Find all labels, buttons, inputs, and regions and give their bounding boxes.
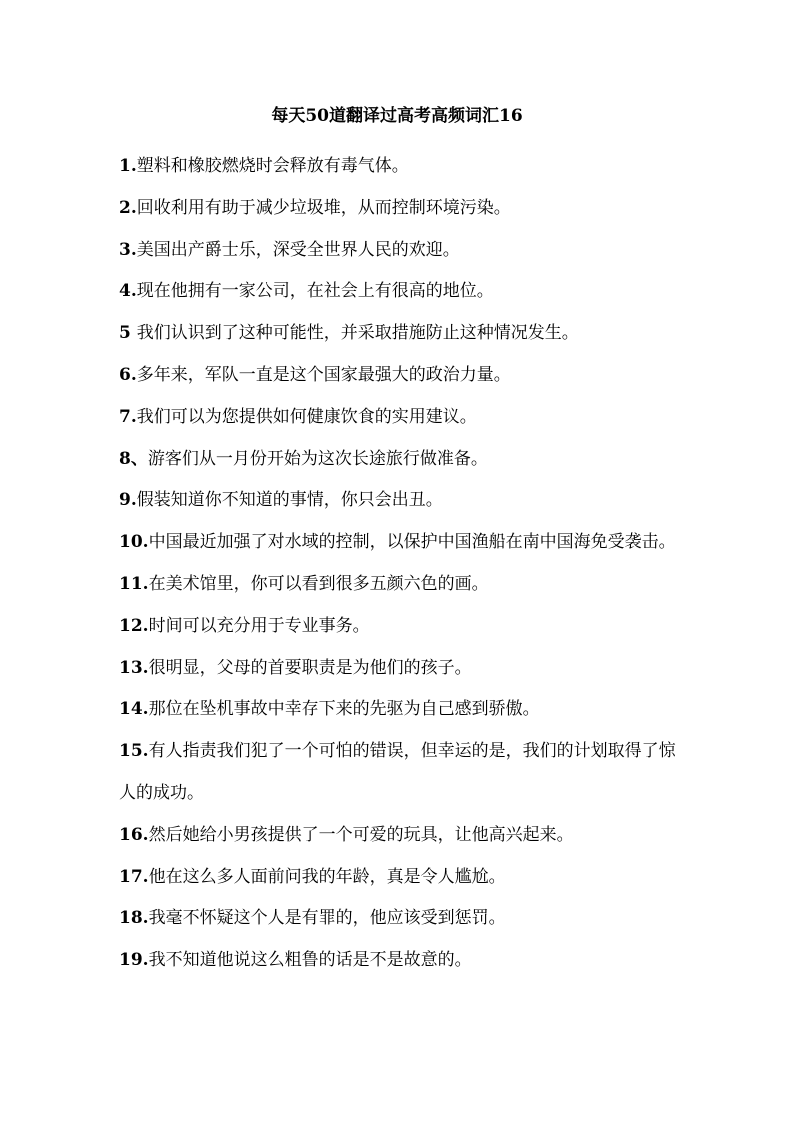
item-text: 美国出产爵士乐，深受全世界人民的欢迎。: [136, 239, 460, 260]
list-item: [119, 898, 679, 940]
list-item: [119, 146, 679, 188]
list-item: [119, 230, 679, 272]
item-number: 11.: [119, 573, 149, 594]
item-number: 6.: [119, 364, 137, 385]
item-text: 假装知道你不知道的事情，你只会出丑。: [136, 490, 443, 511]
item-text: 很明显，父母的首要职责是为他们的孩子。: [148, 657, 472, 678]
item-text: 他在这么多人面前问我的年龄，真是令人尴尬。: [148, 866, 506, 887]
item-number: 16.: [119, 824, 149, 845]
list-item: [119, 397, 679, 439]
item-text: 在美术馆里，你可以看到很多五颜六色的画。: [148, 573, 489, 594]
item-text: 塑料和橡胶燃烧时会释放有毒气体。: [136, 156, 409, 176]
list-item: [119, 648, 679, 690]
item-number: 2.: [119, 197, 137, 218]
item-number: 15.: [119, 741, 149, 762]
list-item: [119, 355, 679, 397]
item-number: 5: [119, 323, 137, 344]
list-item: [119, 271, 679, 313]
list-item: [119, 188, 679, 230]
item-text: 多年来，军队一直是这个国家最强大的政治力量。: [136, 364, 511, 385]
item-text: 有人指责我们犯了一个可怕的错误，但幸运的是，我们的计划取得了惊人的成功。: [119, 741, 676, 803]
translation-list: [119, 146, 679, 982]
item-number: 1.: [119, 156, 137, 176]
item-text: 中国最近加强了对水域的控制，以保护中国渔船在南中国海免受袭击。: [148, 532, 676, 553]
item-number: 12.: [119, 615, 149, 636]
list-item: [119, 815, 679, 857]
item-number: 9.: [119, 490, 137, 511]
item-number: 18.: [119, 908, 149, 929]
item-text: 游客们从一月份开始为这次长途旅行做准备。: [147, 448, 488, 469]
item-number: 4.: [119, 281, 137, 302]
item-number: 14.: [119, 699, 149, 720]
item-number: 8、: [119, 448, 148, 469]
item-number: 7.: [119, 406, 137, 427]
document-title: 每天50道翻译过高考高频词汇16: [271, 106, 523, 126]
item-text: 时间可以充分用于专业事务。: [148, 615, 370, 636]
item-number: 10.: [119, 532, 149, 553]
item-number: 13.: [119, 657, 149, 678]
list-item: [119, 439, 679, 481]
list-item: [119, 857, 679, 899]
list-item: [119, 522, 679, 564]
item-text: 我们可以为您提供如何健康饮食的实用建议。: [136, 406, 477, 427]
item-text: 我毫不怀疑这个人是有罪的，他应该受到惩罚。: [148, 908, 506, 929]
list-item: [119, 940, 679, 982]
item-text: 回收利用有助于减少垃圾堆，从而控制环境污染。: [136, 197, 511, 218]
list-item: [119, 689, 679, 731]
list-item: [119, 564, 679, 606]
list-item: [119, 480, 679, 522]
item-text: 然后她给小男孩提供了一个可爱的玩具，让他高兴起来。: [148, 824, 574, 845]
item-text: 现在他拥有一家公司，在社会上有很高的地位。: [136, 281, 494, 302]
item-number: 19.: [119, 950, 149, 971]
list-item: [119, 313, 679, 355]
item-text: 那位在坠机事故中幸存下来的先驱为自己感到骄傲。: [148, 699, 540, 720]
item-text: 我们认识到了这种可能性，并采取措施防止这种情况发生。: [136, 323, 579, 344]
list-item: [119, 606, 679, 648]
item-text: 我不知道他说这么粗鲁的话是不是故意的。: [148, 950, 472, 971]
list-item: [119, 731, 679, 815]
item-number: 3.: [119, 239, 137, 260]
item-number: 17.: [119, 866, 149, 887]
